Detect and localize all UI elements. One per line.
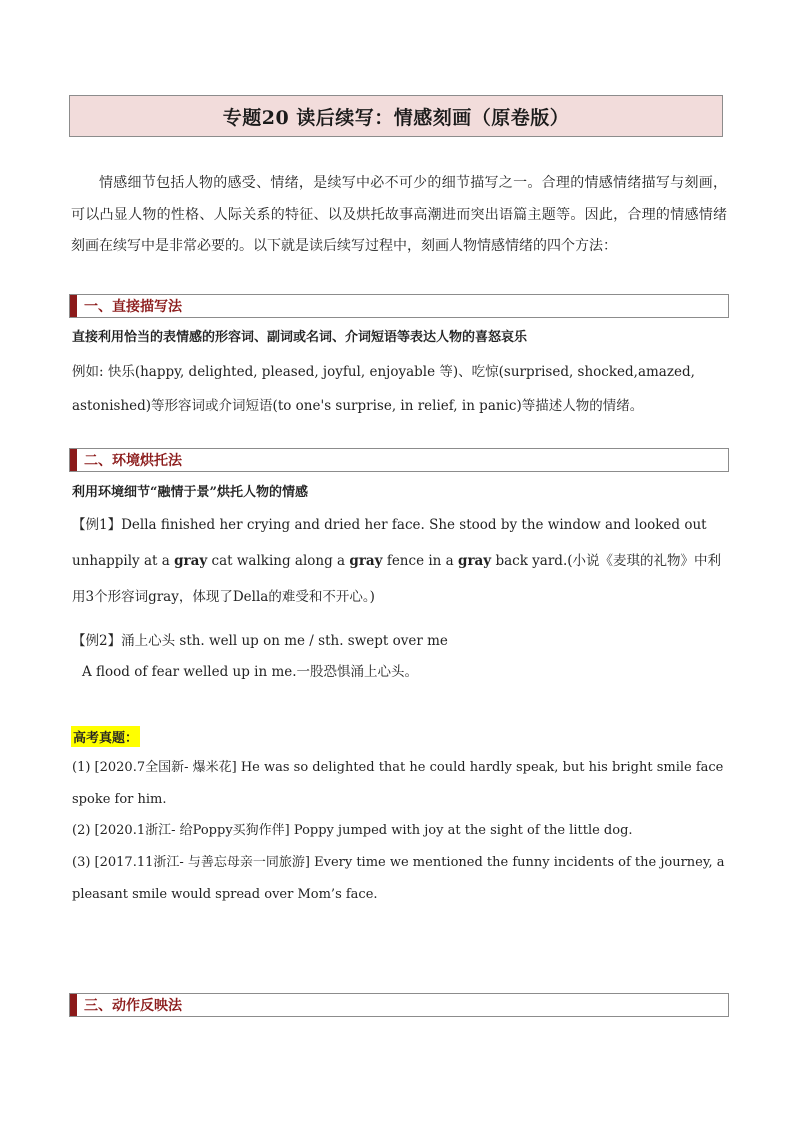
example-text: Della finished her crying and dried her face. She stood by the window and looked out unhappily at a: [72, 517, 707, 569]
section-header-2: [69, 448, 729, 472]
example-text: cat walking along a: [207, 553, 350, 569]
example-text: back yard.(小说《麦琪的礼物》中利用3个形容词gray，体现了Della的难受和不开心。): [72, 553, 721, 605]
section-heading: 二、环境烘托法: [84, 453, 182, 469]
section1-example: 例如: 快乐(happy, delighted, pleased, joyful, enjoyable 等)、吃惊(surprised, shocked,amazed, astonished)等形容词或介词短语(to one's surprise, in relief, in panic)等描述人物的情绪。: [72, 364, 695, 414]
section-marker-bar: [70, 295, 77, 317]
example-label: 【例2】: [72, 633, 122, 649]
page-title: 专题20 读后续写：情感刻画（原卷版）: [69, 95, 723, 137]
example-label: 【例1】: [72, 517, 122, 533]
example-text: 涌上心头 sth. well up on me / sth. swept over me: [121, 633, 448, 649]
gaokao-item-2: (2) [2020.1浙江- 给Poppy买狗作伴] Poppy jumped with joy at the sight of the little dog.: [72, 823, 633, 838]
section1-lead: 直接利用恰当的表情感的形容词、副词或名词、介词短语等表达人物的喜怒哀乐: [72, 330, 528, 345]
section-marker-bar: [70, 449, 77, 471]
section-header-1: [69, 294, 729, 318]
emphasis-word: gray: [174, 553, 208, 569]
section2-lead: 利用环境细节“融情于景”烘托人物的情感: [72, 485, 308, 500]
example-2: [72, 631, 728, 651]
gaokao-label: 高考真题：: [71, 726, 140, 747]
section-header-3: [69, 993, 729, 1017]
emphasis-word: gray: [458, 553, 492, 569]
section-heading: 三、动作反映法: [84, 998, 182, 1014]
gaokao-item-3: (3) [2017.11浙江- 与善忘母亲一同旅游] Every time we mentioned the funny incidents of the journey, a pleasant smile would spread over Mom’s face.: [72, 855, 725, 902]
example-1: [72, 507, 728, 615]
section-heading: 一、直接描写法: [84, 299, 182, 315]
emphasis-word: gray: [349, 553, 383, 569]
gaokao-item-1: (1) [2020.7全国新- 爆米花] He was so delighted that he could hardly speak, but his bright smile face spoke for him.: [72, 760, 724, 807]
example-2-sentence: A flood of fear welled up in me.一股恐惧涌上心头。: [82, 664, 419, 680]
section-marker-bar: [70, 994, 77, 1016]
intro-paragraph: 情感细节包括人物的感受、情绪，是续写中必不可少的细节描写之一。合理的情感情绪描写与刻画，可以凸显人物的性格、人际关系的特征、以及烘托故事高潮进而突出语篇主题等。因此，合理的情感情绪刻画在续写中是非常必要的。以下就是读后续写过程中，刻画人物情感情绪的四个方法：: [71, 175, 727, 254]
example-text: fence in a: [382, 553, 458, 569]
